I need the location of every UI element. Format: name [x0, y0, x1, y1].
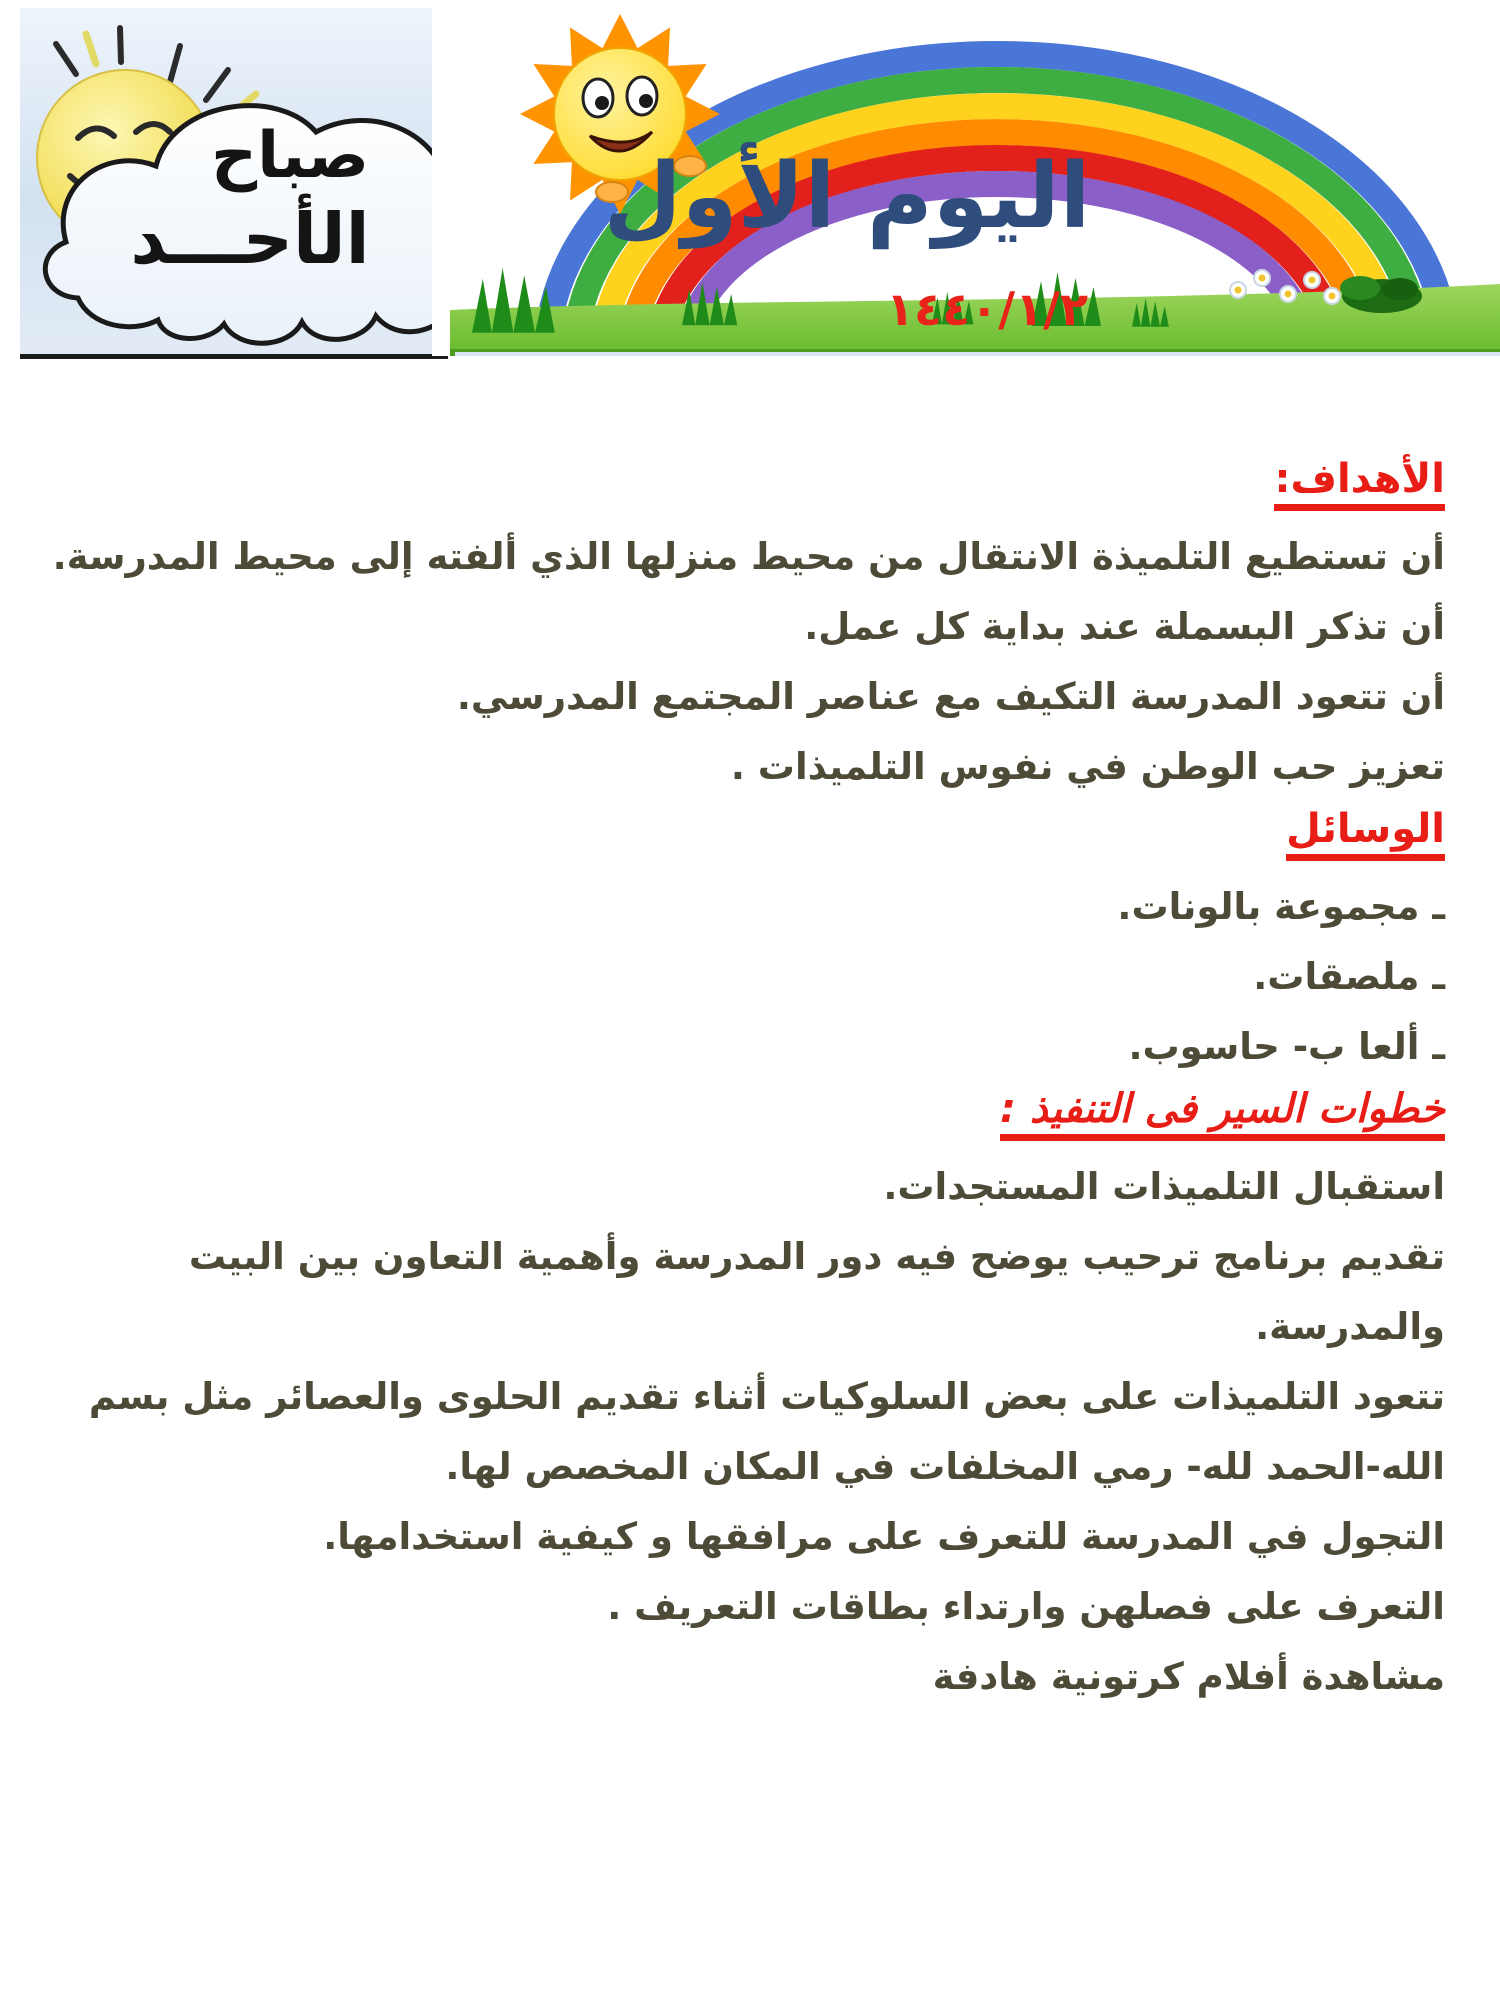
- step-line: والمدرسة.: [1255, 1305, 1445, 1348]
- step-line: تتعود التلميذات على بعض السلوكيات أثناء تقديم الحلوى والعصائر مثل بسم: [88, 1375, 1445, 1418]
- document-text: [40, 452, 1445, 1712]
- objective-line: تعزيز حب الوطن في نفوس التلميذات .: [730, 745, 1445, 788]
- section-heading-steps: خطوات السير فى التنفيذ :: [40, 1082, 1445, 1152]
- step-line: التعرف على فصلهن وارتداء بطاقات التعريف .: [607, 1585, 1445, 1628]
- section-heading-materials: الوسائل: [40, 802, 1445, 872]
- sun-cloud-clipart: [20, 8, 448, 359]
- page-title: اليوم الأول: [603, 144, 1091, 249]
- step-line: استقبال التلميذات المستجدات.: [883, 1165, 1445, 1208]
- material-line: ـ مجموعة بالونات.: [1117, 885, 1445, 928]
- morning-word-top: صباح: [210, 119, 370, 193]
- morning-word-bottom: الأحـــد: [130, 198, 370, 280]
- objective-line: أن تستطيع التلميذة الانتقال من محيط منزلها الذي ألفته إلى محيط المدرسة.: [52, 535, 1445, 578]
- material-line: ـ ملصقات.: [1253, 955, 1445, 998]
- rainbow-banner-clipart: [432, 6, 1500, 356]
- material-line: ـ ألعا ب- حاسوب.: [1128, 1025, 1445, 1068]
- hijri-date: ١٤٤٠/١/٢: [885, 282, 1089, 336]
- objective-line: أن تذكر البسملة عند بداية كل عمل.: [804, 605, 1445, 648]
- objective-line: أن تتعود المدرسة التكيف مع عناصر المجتمع المدرسي.: [456, 675, 1445, 718]
- step-line: تقديم برنامج ترحيب يوضح فيه دور المدرسة وأهمية التعاون بين البيت: [188, 1235, 1445, 1278]
- section-heading-objectives: الأهداف:: [40, 452, 1445, 522]
- step-line: الله-الحمد لله- رمي المخلفات في المكان المخصص لها.: [445, 1445, 1445, 1488]
- header-divider: [455, 352, 1500, 356]
- step-line: مشاهدة أفلام كرتونية هادفة: [932, 1655, 1445, 1698]
- step-line: التجول في المدرسة للتعرف على مرافقها و كيفية استخدامها.: [323, 1515, 1445, 1558]
